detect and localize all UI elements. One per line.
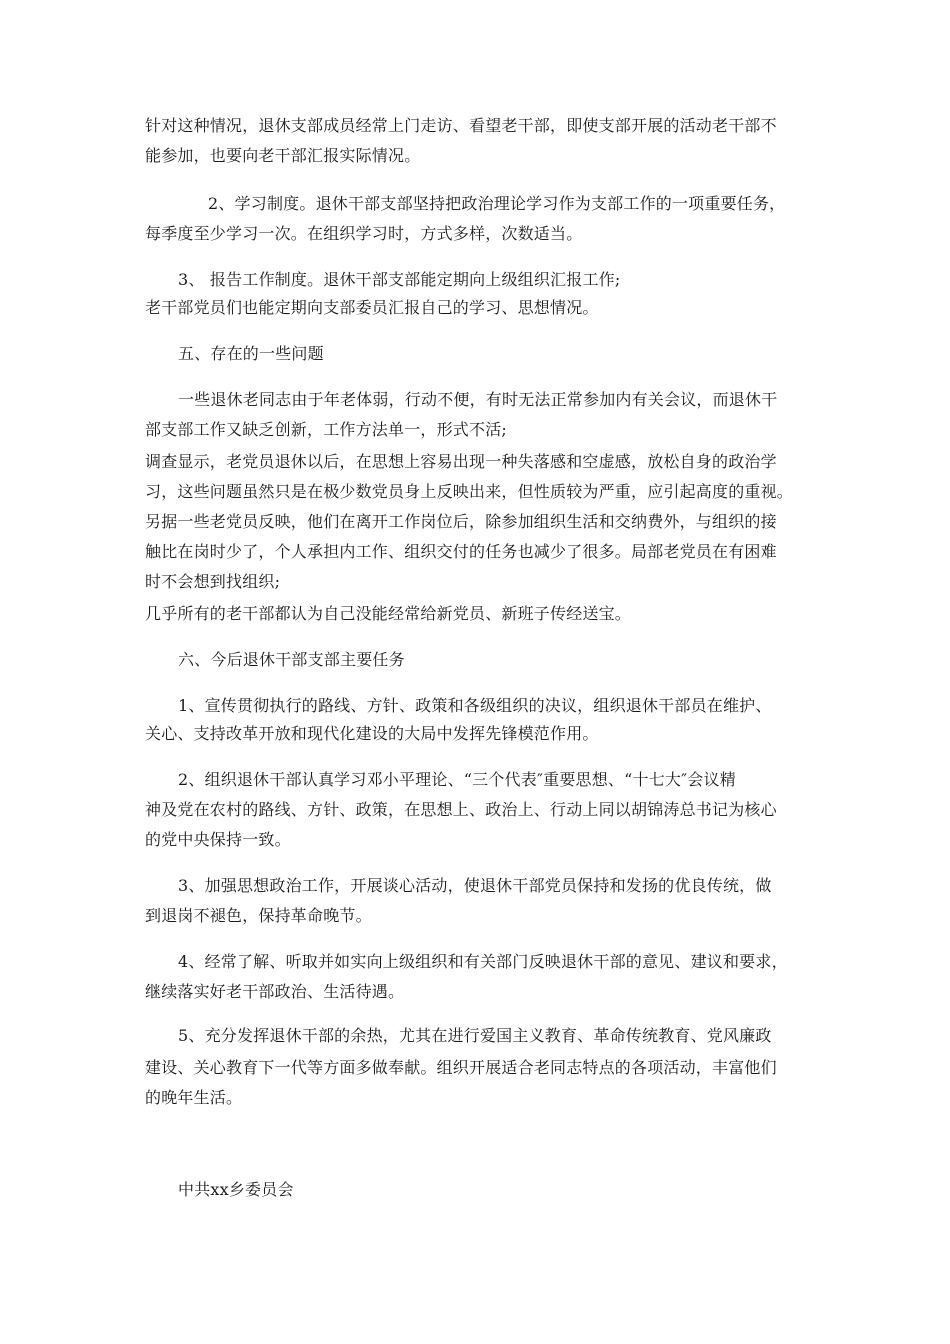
list-item-line: 4、经常了解、听取并如实向上级组织和有关部门反映退休干部的意见、建议和要求， (178, 952, 788, 971)
list-item-line: 2、学习制度。退休干部支部坚持把政治理论学习作为支部工作的一项重要任务， (208, 194, 786, 213)
body-line: 到退岗不褪色，保持革命晚节。 (145, 906, 372, 925)
body-line: 一些退休老同志由于年老体弱，行动不便，有时无法正常参加内有关会议，而退休干 (178, 390, 778, 409)
body-line: 调查显示，老党员退休以后，在思想上容易出现一种失落感和空虚感，放松自身的政治学 (145, 452, 777, 471)
body-line: 针对这种情况，退休支部成员经常上门走访、看望老干部，即使支部开展的活动老干部不 (145, 116, 777, 135)
body-line: 神及党在农村的路线、方针、政策，在思想上、政治上、行动上同以胡锦涛总书记为核心 (145, 800, 777, 819)
body-line: 能参加，也要向老干部汇报实际情况。 (145, 146, 421, 165)
section-heading: 六、今后退休干部支部主要任务 (178, 650, 405, 669)
body-line: 关心、支持改革开放和现代化建设的大局中发挥先锋模范作用。 (145, 724, 599, 743)
list-item-line: 1、宣传贯彻执行的路线、方针、政策和各级组织的决议，组织退休干部员在维护、 (178, 696, 772, 715)
body-line: 时不会想到找组织; (145, 572, 281, 591)
body-line: 建设、关心教育下一代等方面多做奉献。组织开展适合老同志特点的各项活动，丰富他们 (145, 1058, 777, 1077)
body-line: 的晚年生活。 (145, 1088, 243, 1107)
body-line: 的党中央保持一致。 (145, 830, 291, 849)
body-line: 继续落实好老干部政治、生活待遇。 (145, 982, 405, 1001)
body-line: 部支部工作又缺乏创新，工作方法单一，形式不活; (145, 420, 507, 439)
body-line: 每季度至少学习一次。在组织学习时，方式多样，次数适当。 (145, 224, 583, 243)
list-item-line: 3、加强思想政治工作，开展谈心活动，使退休干部党员保持和发扬的优良传统，做 (178, 876, 772, 895)
body-line: 习，这些问题虽然只是在极少数党员身上反映出来，但性质较为严重，应引起高度的重视。 (145, 482, 794, 501)
body-line: 另据一些老党员反映，他们在离开工作岗位后，除参加组织生活和交纳费外，与组织的接 (145, 512, 777, 531)
signature-organization: 中共xx乡委员会 (178, 1180, 294, 1199)
body-line: 触比在岗时少了，个人承担内工作、组织交付的任务也减少了很多。局部老党员在有困难 (145, 542, 777, 561)
body-line: 老干部党员们也能定期向支部委员汇报自己的学习、思想情况。 (145, 298, 599, 317)
list-item-line: 3、 报告工作制度。退休干部支部能定期向上级组织汇报工作; (178, 270, 621, 289)
list-item-line: 5、充分发挥退休干部的余热，尤其在进行爱国主义教育、革命传统教育、党风廉政 (178, 1026, 772, 1045)
section-heading: 五、存在的一些问题 (178, 344, 324, 363)
body-line: 几乎所有的老干部都认为自己没能经常给新党员、新班子传经送宝。 (145, 604, 632, 623)
list-item-line: 2、组织退休干部认真学习邓小平理论、“三个代表″重要思想、“十七大″会议精 (178, 770, 736, 789)
